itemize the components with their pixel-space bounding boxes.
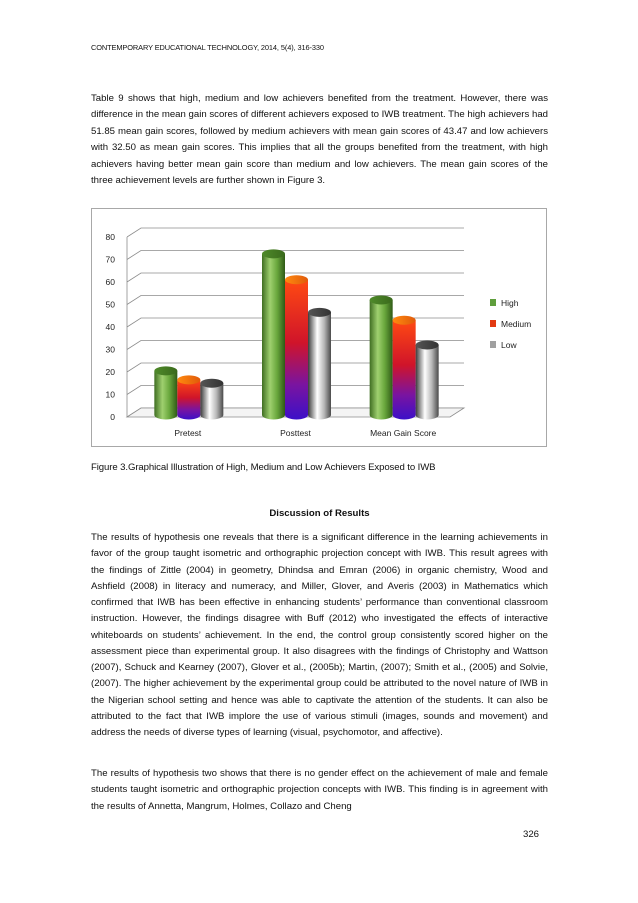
y-tick-label: 50	[105, 299, 115, 310]
figure-caption: Figure 3.Graphical Illustration of High, Medium and Low Achievers Exposed to IWB	[91, 462, 436, 473]
page-number: 326	[523, 829, 540, 840]
y-tick-label: 20	[105, 367, 115, 377]
bar-low-posttest	[308, 308, 331, 420]
running-header: CONTEMPORARY EDUCATIONAL TECHNOLOGY, 2014, 5(4), 316-330	[91, 43, 324, 52]
bar-high-posttest	[262, 249, 285, 419]
paragraph-hypothesis-two: The results of hypothesis two shows that there is no gender effect on the achievement of male and female students taught isometric and orthographic projection concepts with IWB. This finding is in agreement with the results of Annetta, Mangrum, Holmes, Collazo and Cheng	[91, 768, 548, 812]
y-tick-label: 70	[105, 254, 115, 265]
y-tick-label: 80	[105, 232, 115, 242]
bar-medium-mean-gain-score	[393, 316, 416, 420]
section-heading: Discussion of Results	[269, 508, 370, 519]
y-tick-label: 30	[105, 344, 115, 355]
chart-legend	[490, 298, 531, 350]
legend-label: High	[501, 298, 519, 308]
gridline	[127, 228, 464, 237]
legend-swatch	[490, 299, 496, 306]
bar-low-mean-gain-score	[416, 341, 439, 420]
legend-swatch	[490, 320, 496, 327]
legend-label: Medium	[501, 319, 532, 329]
x-tick-label: Posttest	[280, 428, 311, 438]
bar-medium-pretest	[177, 375, 200, 419]
bar-medium-posttest	[285, 275, 308, 419]
bar-low-pretest	[200, 379, 223, 420]
figure-3-chart	[91, 208, 547, 447]
y-tick-label: 0	[110, 412, 115, 422]
paragraph-hypothesis-one: The results of hypothesis one reveals that there is a significant difference in the learning achievements in favor of the group taught isometric and orthographic projection concept with IWB. This result agrees with the findings of Zittle (2004) in geometry, Dhindsa and Emran (2006) in organic chemistry, Wood and Ashfield (2008) in literacy and numeracy, and Miller, Glover, and Averis (2003) in Mathematics which confirmed that IWB has been effective in enhancing students’ performance than conventional classroom instruction. However, the findings disagree with Buff (2012) who investigated the effects of interactive whiteboards on students’ achievement. In the end, the control group consistently scored higher on the assessment piece than experimental group. It also disagrees with the findings of Christophy and Wattson (2007), Schuck and Kearney (2007), Glover et al., (2005b); Martin, (2007); Smith et al., (2005) and Solvie, (2007). The higher achievement by the experimental group could be attributed to the novel nature of IWB in the Nigerian school setting and hence was able to captivate the attention of the students. It can also be attributed to the fact that IWB implore the use of various stimuli (images, sounds and movement) and address the needs of diverse types of learning (visual, psychomotor, and affective).	[91, 532, 548, 738]
y-tick-label: 60	[105, 277, 115, 287]
chart-bars	[154, 249, 438, 419]
paragraph-table9-summary: Table 9 shows that high, medium and low achievers benefited from the treatment. However, there was difference in the mean gain scores of different achievers exposed to IWB treatment. The high achievers had 51.85 mean gain scores, followed by medium achievers with mean gain scores of 43.47 and low achievers with 32.50 as mean gain scores. This implies that all the groups benefited from the treatment, with high achievers having better mean gain score than medium and low achievers. The mean gain scores of the three achievement levels are further shown in Figure 3.	[91, 93, 548, 187]
bar-high-mean-gain-score	[370, 296, 393, 420]
x-tick-label: Pretest	[174, 428, 202, 438]
y-tick-label: 10	[105, 389, 115, 400]
bar-high-pretest	[154, 366, 177, 419]
legend-label: Low	[501, 340, 517, 350]
x-tick-label: Mean Gain Score	[370, 428, 437, 438]
gridline	[127, 251, 464, 260]
x-axis-labels	[174, 428, 436, 438]
legend-swatch	[490, 341, 496, 348]
bar-chart-svg	[92, 209, 546, 446]
y-tick-label: 40	[105, 322, 115, 332]
y-axis-ticks	[106, 232, 116, 422]
